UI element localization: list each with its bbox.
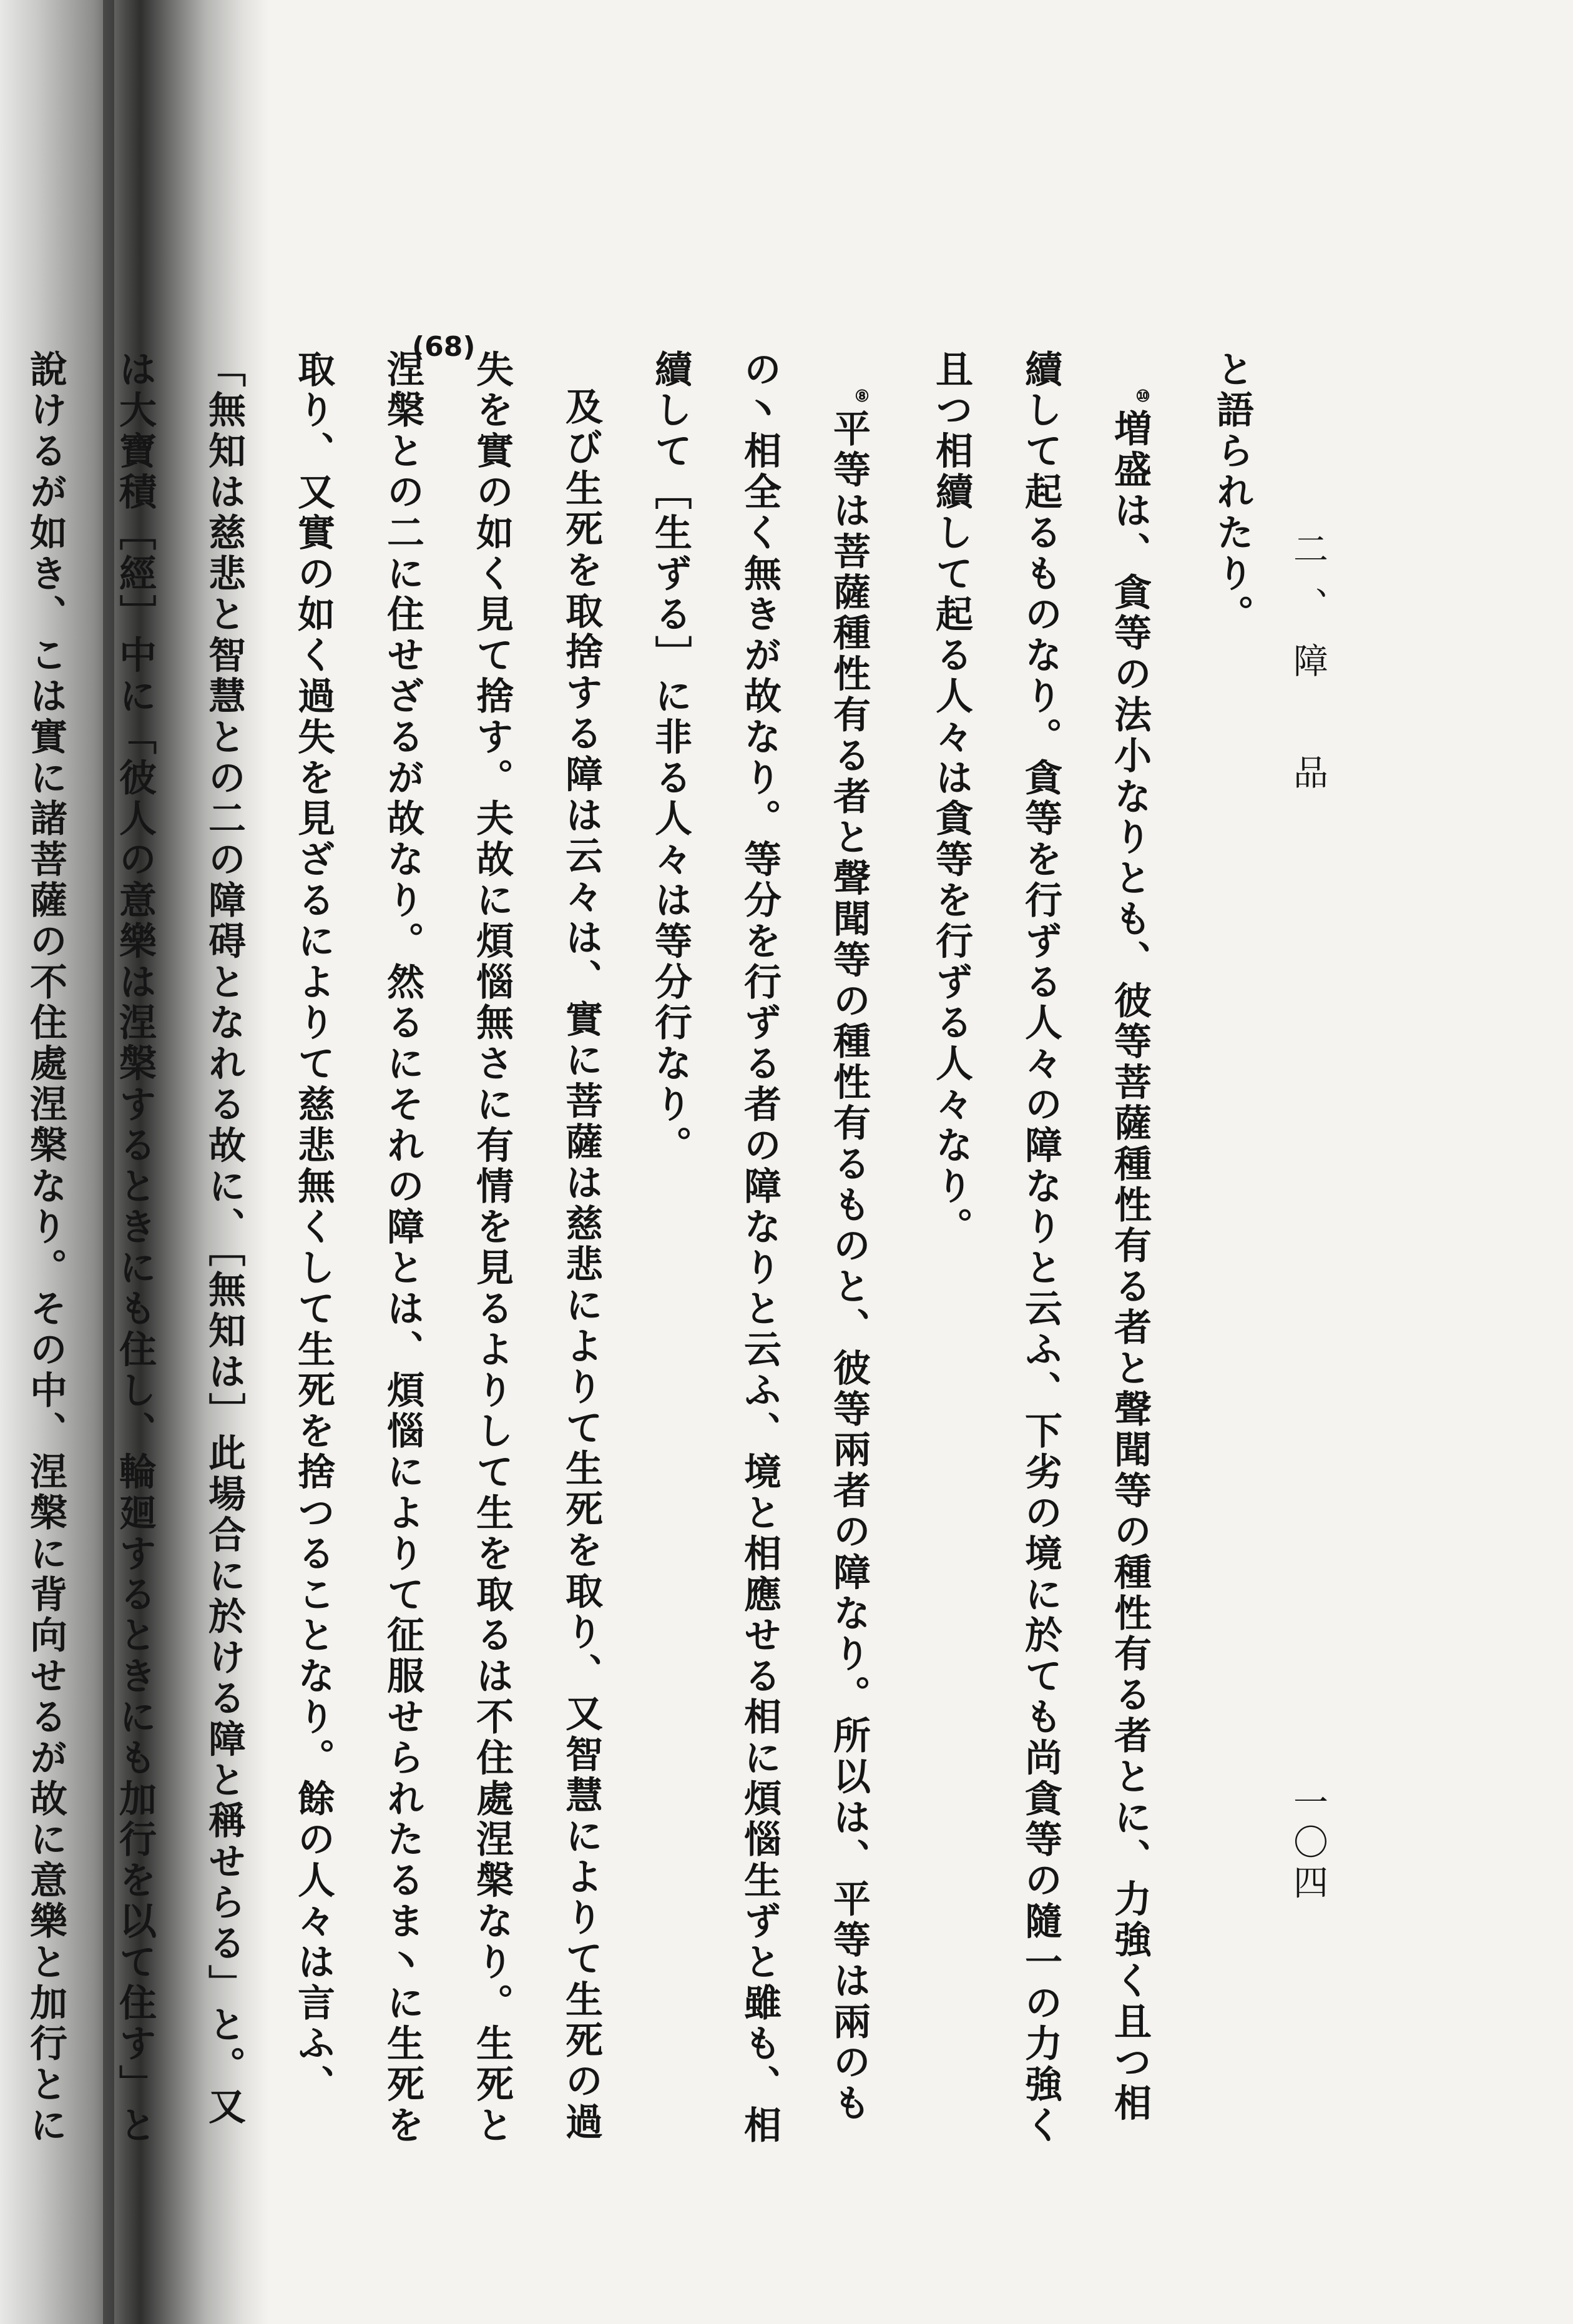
page: [24, 350, 1492, 2248]
paragraph: [625, 350, 906, 2160]
paragraph-text: 及び生死を取捨する障は云々は、實に菩薩は慈悲によりて生死を取り、又智慧によりて生死の過失を實の如く見て捨す。夫故に煩惱無さに有情を見るよりして生を取るは不住處涅槃なり。生死と涅槃との二に住せざるが故なり。然るにそれの障とは、煩惱によりて征服せられたるま丶に生死を取り、又實の如く過失を見ざるによりて慈悲無くして生死を捨つることなり。餘の人々は言ふ、「無知は慈悲と智慧との二の障碍となれる故に、［無知は］此場合に於ける障と稱せらる」と。又は大寶積［經］中に「彼人の意樂は涅槃するときにも住し、輪廻するときにも加行を以て住す」と說けるが如き、こは實に諸菩薩の不住處涅槃なり。その中、涅槃に背向せるが故に意樂と加行とに: [24, 350, 603, 2147]
running-header: [1283, 531, 1333, 1904]
paragraph-text: 増盛は、貪等の法小なりとも、彼等菩薩種性有る者と聲聞等の種性有る者とに、力強く且つ相續して起るものなり。貪等を行ずる人々の障なりと云ふ、下劣の境に於ても尚貪等の隨一の力強く且つ相續して起る人々は貪等を行ずる人々なり。: [929, 350, 1152, 2147]
footnote-marker: ⑩: [1134, 387, 1152, 410]
paragraph: [906, 350, 1187, 2160]
footnote-marker: ⑧: [853, 387, 871, 410]
chapter-title: 二、障 品: [1288, 531, 1328, 810]
page-number: 一〇四: [1288, 1783, 1328, 1904]
paragraph: と語られたり。: [1210, 350, 1254, 636]
folio-number: (68): [412, 331, 476, 363]
paragraph-text: 平等は菩薩種性有る者と聲聞等の種性有るものと、彼等兩者の障なり。所以は、平等は兩のもの丶相全く無きが故なり。等分を行ずる者の障なりと云ふ、境と相應せる相に煩惱生ずと雖も、相續して［生ずる］に非る人々は等分行なり。: [649, 350, 871, 2147]
body-text: [0, 350, 1277, 2160]
paragraph: [0, 350, 625, 2160]
